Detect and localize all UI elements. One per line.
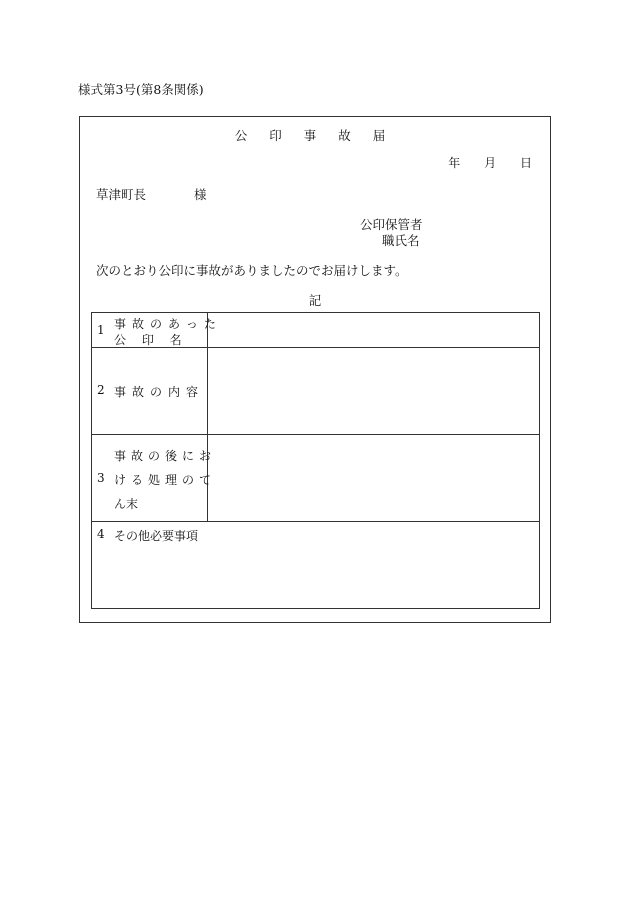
seal-keeper-label: 公印保管者 <box>360 217 423 232</box>
table-row[interactable] <box>92 521 539 608</box>
form-title: 公印事故届 <box>234 128 408 143</box>
date-line <box>448 154 532 171</box>
table-row <box>92 347 539 434</box>
row-label-cell <box>92 435 217 521</box>
ki-heading: 記 <box>308 293 322 308</box>
addressee-line <box>96 185 207 203</box>
row-number: 1 <box>97 323 105 337</box>
accident-seal-name-field[interactable] <box>208 313 539 347</box>
details-table <box>91 312 540 609</box>
row-number: 2 <box>97 383 105 397</box>
row-label-line: 公 印 名 <box>114 333 182 347</box>
addressee-name: 草津町長 <box>96 187 147 202</box>
other-matters-label: その他必要事項 <box>114 529 199 543</box>
date-year: 年 <box>448 156 461 170</box>
keeper-name-label: 職氏名 <box>382 233 420 248</box>
form-number-label: 様式第3号(第8条関係) <box>78 82 204 97</box>
row-label-cell <box>92 313 222 347</box>
addressee-honorific: 様 <box>194 187 207 202</box>
post-accident-handling-field[interactable] <box>208 435 539 521</box>
row-number: 4 <box>97 527 105 541</box>
row-label-line: ける処理のて <box>114 473 217 487</box>
date-day: 日 <box>519 156 532 170</box>
table-row <box>92 434 539 521</box>
table-row <box>92 313 539 347</box>
date-month: 月 <box>484 156 497 170</box>
report-form-frame <box>79 116 551 623</box>
row-number: 3 <box>97 471 105 485</box>
row-label-line: 事故の内容 <box>114 385 205 399</box>
accident-details-field[interactable] <box>208 348 539 434</box>
row-label-line: 事故のあった <box>114 317 222 331</box>
intro-sentence: 次のとおり公印に事故がありましたのでお届けします。 <box>96 263 408 278</box>
row-label-cell <box>92 348 208 434</box>
row-label-line: ん末 <box>114 497 139 511</box>
row-label-line: 事故の後にお <box>114 449 217 463</box>
